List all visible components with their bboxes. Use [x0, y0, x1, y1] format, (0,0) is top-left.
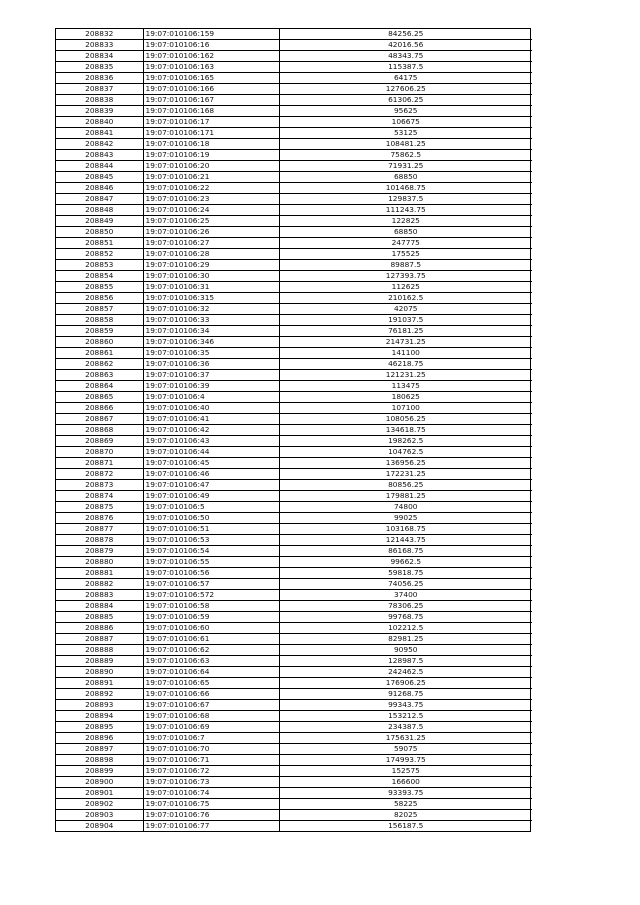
row-number-cell: 208897	[56, 744, 143, 755]
row-number-cell: 208898	[56, 755, 143, 766]
value-cell: 112625	[279, 282, 532, 293]
cadastral-number-cell: 19:07:010106:45	[143, 458, 279, 469]
cadastral-number-cell: 19:07:010106:50	[143, 513, 279, 524]
row-number-cell: 208903	[56, 810, 143, 821]
value-cell: 89887.5	[279, 260, 532, 271]
table-row	[56, 546, 532, 557]
cadastral-number-cell: 19:07:010106:61	[143, 634, 279, 645]
cadastral-number-cell: 19:07:010106:62	[143, 645, 279, 656]
value-cell: 104762.5	[279, 447, 532, 458]
value-cell: 122825	[279, 216, 532, 227]
row-number-cell: 208853	[56, 260, 143, 271]
table-row	[56, 678, 532, 689]
cadastral-number-cell: 19:07:010106:40	[143, 403, 279, 414]
cadastral-number-cell: 19:07:010106:25	[143, 216, 279, 227]
table-row	[56, 194, 532, 205]
value-cell: 247775	[279, 238, 532, 249]
table-row	[56, 84, 532, 95]
table-row	[56, 579, 532, 590]
value-cell: 210162.5	[279, 293, 532, 304]
value-cell: 99662.5	[279, 557, 532, 568]
table-row	[56, 458, 532, 469]
table-row	[56, 502, 532, 513]
row-number-cell: 208876	[56, 513, 143, 524]
table-row	[56, 513, 532, 524]
cadastral-number-cell: 19:07:010106:43	[143, 436, 279, 447]
value-cell: 59818.75	[279, 568, 532, 579]
table-row	[56, 799, 532, 810]
value-cell: 107100	[279, 403, 532, 414]
row-number-cell: 208855	[56, 282, 143, 293]
cadastral-value-table	[56, 29, 532, 831]
table-row	[56, 381, 532, 392]
row-number-cell: 208880	[56, 557, 143, 568]
table-row	[56, 810, 532, 821]
row-number-cell: 208894	[56, 711, 143, 722]
row-number-cell: 208841	[56, 128, 143, 139]
row-number-cell: 208892	[56, 689, 143, 700]
value-cell: 179881.25	[279, 491, 532, 502]
row-number-cell: 208904	[85, 821, 114, 830]
row-number-cell: 208863	[56, 370, 143, 381]
cadastral-number-cell: 19:07:010106:166	[143, 84, 279, 95]
row-number-cell: 208869	[56, 436, 143, 447]
cadastral-number-cell: 19:07:010106:47	[143, 480, 279, 491]
row-number-cell: 208882	[56, 579, 143, 590]
value-cell: 75862.5	[279, 150, 532, 161]
value-cell: 99025	[279, 513, 532, 524]
cadastral-number-cell: 19:07:010106:56	[143, 568, 279, 579]
cadastral-number-cell: 19:07:010106:36	[143, 359, 279, 370]
value-cell: 128987.5	[279, 656, 532, 667]
table-row	[56, 480, 532, 491]
value-cell: 76181.25	[279, 326, 532, 337]
row-number-cell: 208837	[56, 84, 143, 95]
value-cell: 129837.5	[279, 194, 532, 205]
cadastral-number-cell: 19:07:010106:65	[143, 678, 279, 689]
table-row	[56, 667, 532, 678]
cadastral-number-cell: 19:07:010106:70	[143, 744, 279, 755]
value-cell: 74800	[279, 502, 532, 513]
table-row	[56, 172, 532, 183]
table-row	[56, 227, 532, 238]
cadastral-number-cell: 19:07:010106:67	[143, 700, 279, 711]
cadastral-number-cell: 19:07:010106:159	[143, 29, 279, 40]
value-cell: 127393.75	[279, 271, 532, 282]
row-number-cell: 208874	[56, 491, 143, 502]
table-row	[56, 139, 532, 150]
cadastral-number-cell: 19:07:010106:17	[143, 117, 279, 128]
table-row	[56, 293, 532, 304]
row-number-cell: 208901	[56, 788, 143, 799]
cadastral-number-cell: 19:07:010106:171	[143, 128, 279, 139]
table-row	[56, 304, 532, 315]
cadastral-number-cell: 19:07:010106:39	[143, 381, 279, 392]
row-number-cell: 208884	[56, 601, 143, 612]
value-cell: 86168.75	[279, 546, 532, 557]
cadastral-number-cell: 19:07:010106:54	[143, 546, 279, 557]
value-cell: 42016.56	[279, 40, 532, 51]
value-cell: 156187.5	[388, 821, 424, 830]
value-cell: 108056.25	[279, 414, 532, 425]
value-cell: 78306.25	[279, 601, 532, 612]
cadastral-number-cell: 19:07:010106:58	[143, 601, 279, 612]
table-row	[56, 370, 532, 381]
cadastral-number-cell: 19:07:010106:22	[143, 183, 279, 194]
cadastral-number-cell: 19:07:010106:21	[143, 172, 279, 183]
row-number-cell: 208890	[56, 667, 143, 678]
cadastral-number-cell: 19:07:010106:7	[143, 733, 279, 744]
cadastral-number-cell: 19:07:010106:168	[143, 106, 279, 117]
table-row	[56, 425, 532, 436]
value-cell: 48343.75	[279, 51, 532, 62]
cadastral-number-cell: 19:07:010106:59	[143, 612, 279, 623]
table-row	[56, 216, 532, 227]
table-row	[56, 260, 532, 271]
value-cell: 166600	[279, 777, 532, 788]
cadastral-number-cell: 19:07:010106:73	[143, 777, 279, 788]
table-row	[56, 326, 532, 337]
value-cell: 80856.25	[279, 480, 532, 491]
cadastral-number-cell: 19:07:010106:32	[143, 304, 279, 315]
row-number-cell: 208847	[56, 194, 143, 205]
cadastral-number-cell: 19:07:010106:5	[143, 502, 279, 513]
table-row	[56, 51, 532, 62]
cadastral-number-cell: 19:07:010106:71	[143, 755, 279, 766]
row-number-cell: 208870	[56, 447, 143, 458]
cadastral-number-cell: 19:07:010106:68	[143, 711, 279, 722]
value-cell: 121443.75	[279, 535, 532, 546]
cadastral-number-cell: 19:07:010106:49	[143, 491, 279, 502]
table-row	[56, 414, 532, 425]
cadastral-number-cell: 19:07:010106:31	[143, 282, 279, 293]
value-cell: 191037.5	[279, 315, 532, 326]
row-number-cell: 208845	[56, 172, 143, 183]
value-cell: 103168.75	[279, 524, 532, 535]
cadastral-number-cell: 19:07:010106:41	[143, 414, 279, 425]
row-number-cell: 208872	[56, 469, 143, 480]
table-row	[56, 777, 532, 788]
value-cell: 141100	[279, 348, 532, 359]
table-row	[56, 722, 532, 733]
row-number-cell: 208866	[56, 403, 143, 414]
value-cell: 82981.25	[279, 634, 532, 645]
cadastral-number-cell: 19:07:010106:57	[143, 579, 279, 590]
table-row	[56, 535, 532, 546]
table-body	[56, 29, 532, 831]
table-row	[56, 161, 532, 172]
value-cell: 152575	[279, 766, 532, 777]
table-row	[56, 557, 532, 568]
table-row	[56, 766, 532, 777]
value-cell: 61306.25	[279, 95, 532, 106]
cadastral-number-cell: 19:07:010106:55	[143, 557, 279, 568]
table-row	[56, 205, 532, 216]
row-number-cell: 208836	[56, 73, 143, 84]
value-cell: 71931.25	[279, 161, 532, 172]
cadastral-number-cell: 19:07:010106:26	[143, 227, 279, 238]
cadastral-number-cell: 19:07:010106:75	[143, 799, 279, 810]
value-cell: 242462.5	[279, 667, 532, 678]
table-row	[56, 40, 532, 51]
table-row	[56, 700, 532, 711]
value-cell: 102212.5	[279, 623, 532, 634]
cadastral-number-cell: 19:07:010106:53	[143, 535, 279, 546]
table-row	[56, 403, 532, 414]
cadastral-number-cell: 19:07:010106:60	[143, 623, 279, 634]
row-number-cell: 208889	[56, 656, 143, 667]
row-number-cell: 208900	[56, 777, 143, 788]
row-number-cell: 208885	[56, 612, 143, 623]
table-row	[56, 359, 532, 370]
row-number-cell: 208879	[56, 546, 143, 557]
cadastral-number-cell: 19:07:010106:23	[143, 194, 279, 205]
row-number-cell: 208878	[56, 535, 143, 546]
value-cell: 175525	[279, 249, 532, 260]
table-row	[56, 711, 532, 722]
cadastral-number-cell: 19:07:010106:77	[143, 821, 279, 832]
row-number-cell: 208864	[56, 381, 143, 392]
row-number-cell: 208886	[56, 623, 143, 634]
cadastral-number-cell: 19:07:010106:34	[143, 326, 279, 337]
row-number-cell: 208862	[56, 359, 143, 370]
row-number-cell: 208868	[56, 425, 143, 436]
value-cell: 111243.75	[279, 205, 532, 216]
table-row	[56, 524, 532, 535]
cadastral-number-cell: 19:07:010106:167	[143, 95, 279, 106]
cadastral-number-cell: 19:07:010106:16	[143, 40, 279, 51]
row-number-cell: 208887	[56, 634, 143, 645]
value-cell: 59075	[279, 744, 532, 755]
table-row	[56, 29, 532, 40]
table-row	[56, 436, 532, 447]
value-cell: 99768.75	[279, 612, 532, 623]
value-cell: 172231.25	[279, 469, 532, 480]
value-cell: 121231.25	[279, 370, 532, 381]
cadastral-number-cell: 19:07:010106:51	[143, 524, 279, 535]
value-cell: 95625	[279, 106, 532, 117]
value-cell: 37400	[279, 590, 532, 601]
value-cell: 108481.25	[279, 139, 532, 150]
row-number-cell: 208852	[56, 249, 143, 260]
cadastral-number-cell: 19:07:010106:24	[143, 205, 279, 216]
value-cell: 115387.5	[279, 62, 532, 73]
row-number-cell: 208881	[56, 568, 143, 579]
cadastral-number-cell: 19:07:010106:64	[143, 667, 279, 678]
table-row	[56, 601, 532, 612]
row-number-cell: 208839	[56, 106, 143, 117]
row-number-cell: 208846	[56, 183, 143, 194]
cadastral-number-cell: 19:07:010106:35	[143, 348, 279, 359]
cadastral-number-cell: 19:07:010106:315	[143, 293, 279, 304]
row-number-cell: 208854	[56, 271, 143, 282]
row-number-cell: 208877	[56, 524, 143, 535]
cadastral-number-cell: 19:07:010106:162	[143, 51, 279, 62]
row-number-cell: 208875	[56, 502, 143, 513]
row-number-cell: 208849	[56, 216, 143, 227]
table-row	[56, 491, 532, 502]
row-number-cell: 208867	[56, 414, 143, 425]
cadastral-number-cell: 19:07:010106:29	[143, 260, 279, 271]
cadastral-number-cell: 19:07:010106:76	[143, 810, 279, 821]
table-row	[56, 623, 532, 634]
table-row	[56, 744, 532, 755]
table-row	[56, 469, 532, 480]
value-cell: 198262.5	[279, 436, 532, 447]
row-number-cell: 208883	[56, 590, 143, 601]
row-number-cell: 208832	[56, 29, 143, 40]
row-number-cell: 208895	[56, 722, 143, 733]
row-number-cell: 208844	[56, 161, 143, 172]
row-number-cell: 208842	[56, 139, 143, 150]
row-number-cell: 208843	[56, 150, 143, 161]
table-row	[56, 788, 532, 799]
value-cell: 90950	[279, 645, 532, 656]
value-cell: 64175	[279, 73, 532, 84]
table-row	[56, 447, 532, 458]
value-cell: 214731.25	[279, 337, 532, 348]
table-row	[56, 282, 532, 293]
table-row	[56, 656, 532, 667]
cadastral-number-cell: 19:07:010106:72	[143, 766, 279, 777]
row-number-cell: 208865	[56, 392, 143, 403]
cadastral-number-cell: 19:07:010106:30	[143, 271, 279, 282]
value-cell: 113475	[279, 381, 532, 392]
cadastral-number-cell: 19:07:010106:18	[143, 139, 279, 150]
value-cell: 180625	[279, 392, 532, 403]
row-number-cell: 208858	[56, 315, 143, 326]
value-cell: 134618.75	[279, 425, 532, 436]
table-row	[56, 62, 532, 73]
cadastral-number-cell: 19:07:010106:27	[143, 238, 279, 249]
cadastral-number-cell: 19:07:010106:37	[143, 370, 279, 381]
table-row	[56, 733, 532, 744]
value-cell: 74056.25	[279, 579, 532, 590]
cadastral-number-cell: 19:07:010106:66	[143, 689, 279, 700]
table-row	[56, 315, 532, 326]
value-cell: 68850	[279, 172, 532, 183]
value-cell: 127606.25	[279, 84, 532, 95]
row-number-cell: 208902	[56, 799, 143, 810]
cadastral-number-cell: 19:07:010106:346	[143, 337, 279, 348]
table-row	[56, 183, 532, 194]
table-row	[56, 95, 532, 106]
cadastral-number-cell: 19:07:010106:33	[143, 315, 279, 326]
table-row	[56, 590, 532, 601]
row-number-cell: 208860	[56, 337, 143, 348]
row-number-cell: 208899	[56, 766, 143, 777]
cadastral-number-cell: 19:07:010106:19	[143, 150, 279, 161]
row-number-cell: 208835	[56, 62, 143, 73]
cadastral-number-cell: 19:07:010106:572	[143, 590, 279, 601]
table-row	[56, 73, 532, 84]
cadastral-number-cell: 19:07:010106:74	[143, 788, 279, 799]
cadastral-number-cell: 19:07:010106:4	[143, 392, 279, 403]
row-number-cell: 208873	[56, 480, 143, 491]
table-row	[56, 106, 532, 117]
row-number-cell: 208838	[56, 95, 143, 106]
value-cell: 46218.75	[279, 359, 532, 370]
table-row	[56, 821, 532, 832]
value-cell: 136956.25	[279, 458, 532, 469]
cadastral-number-cell: 19:07:010106:28	[143, 249, 279, 260]
row-number-cell: 208888	[56, 645, 143, 656]
table-row	[56, 128, 532, 139]
cadastral-number-cell: 19:07:010106:165	[143, 73, 279, 84]
table-row	[56, 348, 532, 359]
table-row	[56, 755, 532, 766]
row-number-cell: 208833	[56, 40, 143, 51]
value-cell: 153212.5	[279, 711, 532, 722]
row-number-cell: 208861	[56, 348, 143, 359]
value-cell: 58225	[279, 799, 532, 810]
value-cell: 174993.75	[279, 755, 532, 766]
table-row	[56, 568, 532, 579]
data-table-container	[55, 28, 531, 832]
value-cell: 91268.75	[279, 689, 532, 700]
value-cell: 93393.75	[279, 788, 532, 799]
value-cell: 68850	[279, 227, 532, 238]
row-number-cell: 208834	[56, 51, 143, 62]
cadastral-number-cell: 19:07:010106:69	[143, 722, 279, 733]
cadastral-number-cell: 19:07:010106:42	[143, 425, 279, 436]
row-number-cell: 208851	[56, 238, 143, 249]
cadastral-number-cell: 19:07:010106:63	[143, 656, 279, 667]
value-cell: 53125	[279, 128, 532, 139]
row-number-cell: 208848	[56, 205, 143, 216]
table-row	[56, 689, 532, 700]
row-number-cell: 208856	[56, 293, 143, 304]
row-number-cell: 208859	[56, 326, 143, 337]
value-cell: 42075	[279, 304, 532, 315]
cadastral-number-cell: 19:07:010106:20	[143, 161, 279, 172]
value-cell: 176906.25	[279, 678, 532, 689]
row-number-cell: 208850	[56, 227, 143, 238]
value-cell: 99343.75	[279, 700, 532, 711]
table-row	[56, 392, 532, 403]
table-row	[56, 337, 532, 348]
cadastral-number-cell: 19:07:010106:46	[143, 469, 279, 480]
table-row	[56, 645, 532, 656]
row-number-cell: 208891	[56, 678, 143, 689]
table-row	[56, 117, 532, 128]
table-row	[56, 634, 532, 645]
value-cell: 106675	[279, 117, 532, 128]
value-cell: 101468.75	[279, 183, 532, 194]
row-number-cell: 208857	[56, 304, 143, 315]
table-row	[56, 238, 532, 249]
cadastral-number-cell: 19:07:010106:163	[143, 62, 279, 73]
value-cell: 84256.25	[279, 29, 532, 40]
table-row	[56, 249, 532, 260]
row-number-cell: 208840	[56, 117, 143, 128]
table-row	[56, 612, 532, 623]
table-row	[56, 271, 532, 282]
cadastral-number-cell: 19:07:010106:44	[143, 447, 279, 458]
row-number-cell: 208893	[56, 700, 143, 711]
row-number-cell: 208871	[56, 458, 143, 469]
table-row	[56, 150, 532, 161]
row-number-cell: 208896	[56, 733, 143, 744]
value-cell: 82025	[279, 810, 532, 821]
value-cell: 175631.25	[279, 733, 532, 744]
value-cell: 234387.5	[279, 722, 532, 733]
